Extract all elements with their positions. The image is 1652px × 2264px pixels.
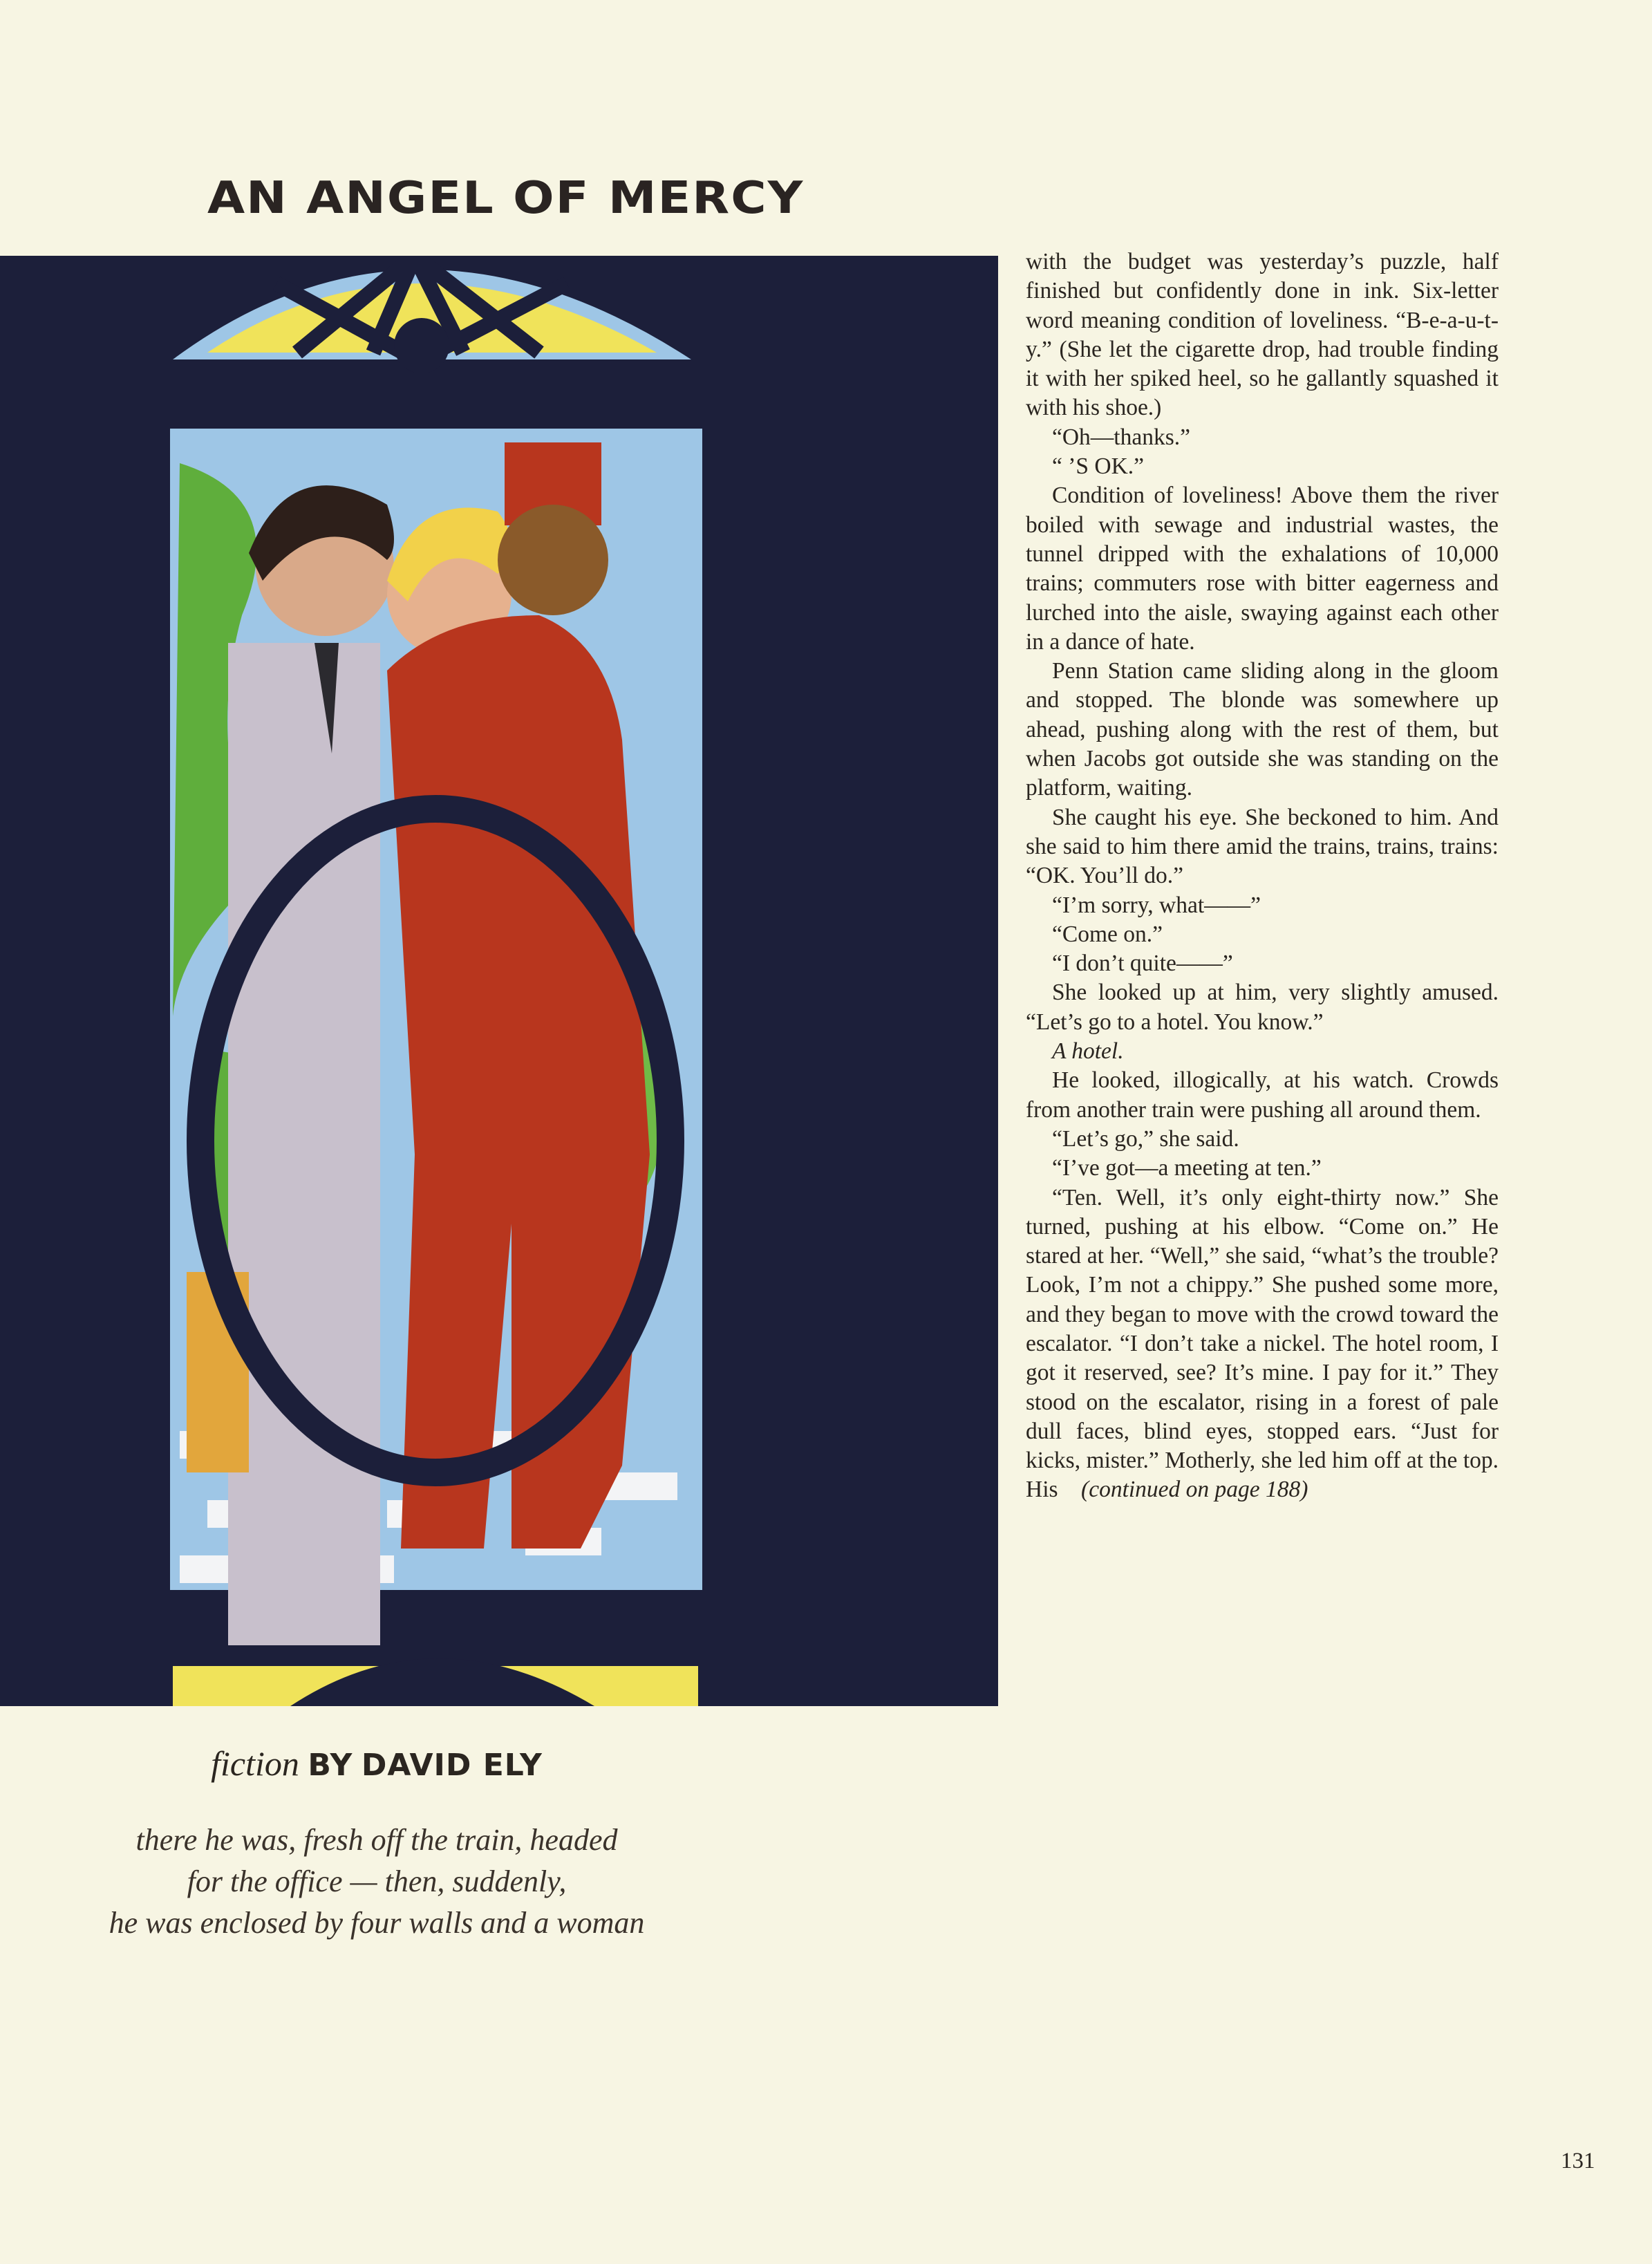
blurb: [0, 1819, 753, 1944]
body-paragraph: “I don’t quite——”: [1052, 951, 1233, 977]
body-paragraph: He looked, illogically, at his watch. Crowds from another train were pushing all around them.: [1026, 1067, 1499, 1123]
body-paragraph: “Oh—thanks.”: [1052, 424, 1191, 450]
body-text: “Ten. Well, it’s only eight-thirty now.” She turned, pushing at his elbow. “Come on.” He stared at her. “Well,” she said, “what’s the trouble? Look, I’m not a chippy.” She pushed some more, and they began to move with the crowd toward the escalator. “I don’t take a nickel. The hotel room, I got it reserved, see? It’s mine. I pay for it.” They stood on the escalator, rising in a forest of pale dull faces, blind eyes, stopped ears. “Just for kicks, mister.” Motherly, she led him off at the top. His: [1026, 1184, 1499, 1503]
blurb-line: for the office — then, suddenly,: [187, 1864, 567, 1898]
body-paragraph: “ ’S OK.”: [1052, 453, 1145, 480]
byline-by: BY: [308, 1748, 353, 1783]
body-paragraph: “Come on.”: [1052, 921, 1163, 947]
body-paragraph: A hotel.: [1052, 1038, 1124, 1065]
article-body: [1026, 247, 1499, 1505]
page-number: 131: [1561, 2149, 1595, 2173]
byline-author: DAVID ELY: [361, 1748, 543, 1783]
body-paragraph: She caught his eye. She beckoned to him. And she said to him there amid the trains, trains, trains: “OK. You’ll do.”: [1026, 804, 1499, 889]
body-paragraph: She looked up at him, very slightly amused. “Let’s go to a hotel. You know.”: [1026, 980, 1499, 1035]
body-paragraph: Condition of loveliness! Above them the river boiled with sewage and industrial wastes, the tunnel dripped with the exhalations of 10,000 trains; commuters rose with bitter eagerness and lurched into the aisle, swaying against each other in a dance of hate.: [1026, 483, 1499, 655]
body-paragraph: “I’m sorry, what——”: [1052, 892, 1261, 918]
body-paragraph: “Let’s go,” she said.: [1052, 1125, 1239, 1152]
article-title: AN ANGEL OF MERCY: [207, 171, 805, 224]
byline: [0, 1743, 753, 1784]
illustration-svg: [0, 256, 998, 1706]
body-paragraph-last: [1026, 1184, 1499, 1505]
blurb-line: he was enclosed by four walls and a woman: [109, 1906, 645, 1940]
stained-glass-illustration: [0, 256, 998, 1706]
byline-kind: fiction: [211, 1744, 299, 1783]
body-paragraph: Penn Station came sliding along in the gloom and stopped. The blonde was somewhere up ahead, pushing along with the rest of them, but when Jacobs got outside she was standing on the platform, waiting.: [1026, 658, 1499, 801]
body-paragraph: “I’ve got—a meeting at ten.”: [1052, 1155, 1322, 1181]
continued-note: (continued on page 188): [1081, 1477, 1308, 1503]
blurb-line: there he was, fresh off the train, headed: [135, 1823, 618, 1857]
body-paragraph: with the budget was yesterday’s puzzle, half finished but confidently done in ink. Six-letter word meaning condition of loveliness. “B-e-a-u-t-y.” (She let the cigarette drop, had trouble finding it with her spiked heel, so he gallantly squashed it with his shoe.): [1026, 249, 1499, 421]
